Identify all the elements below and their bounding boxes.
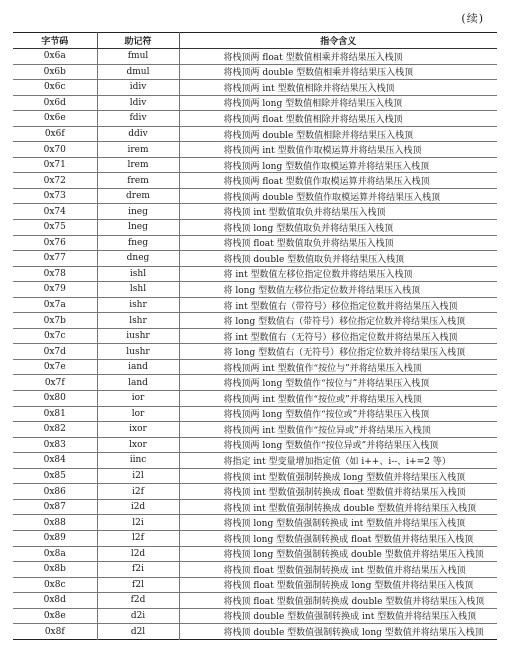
meaning-cell: 将栈顶 long 型数值强制转换成 int 型数值并将结果压入栈顶 xyxy=(179,515,497,531)
mnemonic-cell: d2l xyxy=(97,624,179,640)
bytecode-cell: 0x7b xyxy=(43,315,66,326)
bytecode-cell: 0x6b xyxy=(43,66,66,77)
mnemonic-cell: ior xyxy=(97,391,179,407)
meaning-cell: 将栈顶 float 型数值取负并将结果压入栈顶 xyxy=(179,235,497,251)
mnemonic-cell: f2l xyxy=(97,577,179,593)
mnemonic-cell: f2d xyxy=(97,593,179,609)
mnemonic-cell: iinc xyxy=(97,453,179,469)
bytecode-cell: 0x72 xyxy=(43,175,66,186)
bytecode-cell: 0x81 xyxy=(43,408,66,419)
table-row xyxy=(13,64,497,80)
mnemonic-cell: lxor xyxy=(97,437,179,453)
table-row xyxy=(13,468,497,484)
meaning-cell: 将栈顶两 float 型数值作取模运算并将结果压入栈顶 xyxy=(179,173,497,189)
table-row xyxy=(13,530,497,546)
meaning-cell: 将栈顶 int 型数值取负并将结果压入栈顶 xyxy=(179,204,497,220)
meaning-cell: 将栈顶 int 型数值强制转换成 long 型数值并将结果压入栈顶 xyxy=(179,468,497,484)
bytecode-cell: 0x76 xyxy=(43,237,66,248)
header-meaning: 指令含义 xyxy=(179,33,497,49)
mnemonic-cell: l2d xyxy=(97,546,179,562)
table-row xyxy=(13,80,497,96)
meaning-cell: 将栈顶两 int 型数值作取模运算并将结果压入栈顶 xyxy=(179,142,497,158)
table-row xyxy=(13,297,497,313)
meaning-cell: 将栈顶两 double 型数值相除并将结果压入栈顶 xyxy=(179,126,497,142)
meaning-cell: 将 int 型数值右（无符号）移位指定位数并将结果压入栈顶 xyxy=(179,328,497,344)
meaning-cell: 将栈顶两 double 型数值作取模运算并将结果压入栈顶 xyxy=(179,188,497,204)
table-row xyxy=(13,624,497,640)
mnemonic-cell: iushr xyxy=(97,328,179,344)
meaning-cell: 将栈顶 double 型数值强制转换成 long 型数值并将结果压入栈顶 xyxy=(179,624,497,640)
mnemonic-cell: f2i xyxy=(97,562,179,578)
header-bytecode: 字节码 xyxy=(41,37,69,47)
bytecode-cell: 0x7a xyxy=(43,300,66,311)
meaning-cell: 将 long 型数值左移位指定位数并将结果压入栈顶 xyxy=(179,282,497,298)
meaning-cell: 将指定 int 型变量增加指定值（如 i++、i--、i+=2 等） xyxy=(179,453,497,469)
meaning-cell: 将栈顶两 int 型数值作“按位或”并将结果压入栈顶 xyxy=(179,391,497,407)
meaning-cell: 将栈顶 float 型数值强制转换成 int 型数值并将结果压入栈顶 xyxy=(179,562,497,578)
mnemonic-cell: fneg xyxy=(97,235,179,251)
table-row xyxy=(13,406,497,422)
table-row xyxy=(13,375,497,391)
table-row xyxy=(13,266,497,282)
bytecode-cell: 0x7c xyxy=(43,331,66,342)
meaning-cell: 将栈顶 int 型数值强制转换成 float 型数值并将结果压入栈顶 xyxy=(179,484,497,500)
meaning-cell: 将栈顶两 long 型数值作“按位与”并将结果压入栈顶 xyxy=(179,375,497,391)
table-row xyxy=(13,188,497,204)
meaning-cell: 将栈顶 float 型数值强制转换成 double 型数值并将结果压入栈顶 xyxy=(179,593,497,609)
bytecode-cell: 0x83 xyxy=(43,439,66,450)
bytecode-cell: 0x8d xyxy=(43,595,66,606)
meaning-cell: 将栈顶两 long 型数值相除并将结果压入栈顶 xyxy=(179,95,497,111)
table-row xyxy=(13,391,497,407)
meaning-cell: 将栈顶 long 型数值强制转换成 float 型数值并将结果压入栈顶 xyxy=(179,530,497,546)
mnemonic-cell: dneg xyxy=(97,251,179,267)
mnemonic-cell: ineg xyxy=(97,204,179,220)
table-row xyxy=(13,562,497,578)
mnemonic-cell: ixor xyxy=(97,422,179,438)
mnemonic-cell: iand xyxy=(97,359,179,375)
meaning-cell: 将 int 型数值右（带符号）移位指定位数并将结果压入栈顶 xyxy=(179,297,497,313)
mnemonic-cell: i2d xyxy=(97,499,179,515)
bytecode-cell: 0x85 xyxy=(43,471,66,482)
meaning-cell: 将栈顶两 long 型数值作取模运算并将结果压入栈顶 xyxy=(179,157,497,173)
bytecode-cell: 0x7d xyxy=(43,346,66,357)
mnemonic-cell: frem xyxy=(97,173,179,189)
mnemonic-cell: land xyxy=(97,375,179,391)
mnemonic-cell: ddiv xyxy=(97,126,179,142)
table-row xyxy=(13,344,497,360)
mnemonic-cell: ishl xyxy=(97,266,179,282)
mnemonic-cell: irem xyxy=(97,142,179,158)
bytecode-cell: 0x8b xyxy=(43,564,66,575)
bytecode-cell: 0x77 xyxy=(43,253,66,264)
meaning-cell: 将 long 型数值右（无符号）移位指定位数并将结果压入栈顶 xyxy=(179,344,497,360)
continued-label: (续) xyxy=(461,12,484,25)
bytecode-cell: 0x79 xyxy=(43,284,66,295)
table-row xyxy=(13,95,497,111)
mnemonic-cell: lshl xyxy=(97,282,179,298)
table-row xyxy=(13,313,497,329)
table-row xyxy=(13,157,497,173)
bytecode-cell: 0x8c xyxy=(43,579,66,590)
mnemonic-cell: lor xyxy=(97,406,179,422)
table-row xyxy=(13,608,497,624)
mnemonic-cell: idiv xyxy=(97,80,179,96)
meaning-cell: 将栈顶两 int 型数值作“按位与”并将结果压入栈顶 xyxy=(179,359,497,375)
table-row xyxy=(13,484,497,500)
mnemonic-cell: d2i xyxy=(97,608,179,624)
bytecode-cell: 0x88 xyxy=(43,517,66,528)
table-row xyxy=(13,220,497,236)
bytecode-cell: 0x71 xyxy=(43,160,66,171)
bytecode-cell: 0x7e xyxy=(43,362,66,373)
mnemonic-cell: lneg xyxy=(97,220,179,236)
bytecode-cell: 0x7f xyxy=(44,377,65,388)
table-row xyxy=(13,204,497,220)
bytecode-cell: 0x86 xyxy=(43,486,66,497)
bytecode-cell: 0x84 xyxy=(43,455,66,466)
bytecode-cell: 0x6e xyxy=(43,113,66,124)
table-row xyxy=(13,437,497,453)
table-row xyxy=(13,359,497,375)
mnemonic-cell: drem xyxy=(97,188,179,204)
mnemonic-cell: lrem xyxy=(97,157,179,173)
meaning-cell: 将栈顶两 int 型数值作“按位异或”并将结果压入栈顶 xyxy=(179,422,497,438)
meaning-cell: 将栈顶 double 型数值强制转换成 int 型数值并将结果压入栈顶 xyxy=(179,608,497,624)
bytecode-cell: 0x6c xyxy=(43,82,66,93)
meaning-cell: 将栈顶两 float 型数值相除并将结果压入栈顶 xyxy=(179,111,497,127)
bytecode-cell: 0x89 xyxy=(43,533,66,544)
mnemonic-cell: ldiv xyxy=(97,95,179,111)
mnemonic-cell: dmul xyxy=(97,64,179,80)
table-header xyxy=(13,33,497,49)
table-row xyxy=(13,515,497,531)
meaning-cell: 将栈顶 long 型数值强制转换成 double 型数值并将结果压入栈顶 xyxy=(179,546,497,562)
bytecode-cell: 0x8e xyxy=(43,610,66,621)
header-row xyxy=(13,33,497,49)
bytecode-cell: 0x82 xyxy=(43,424,66,435)
bytecode-cell: 0x78 xyxy=(43,268,66,279)
opcode-table xyxy=(13,32,497,640)
meaning-cell: 将栈顶 int 型数值强制转换成 double 型数值并将结果压入栈顶 xyxy=(179,499,497,515)
bytecode-cell: 0x73 xyxy=(43,191,66,202)
meaning-cell: 将栈顶两 long 型数值作“按位异或”并将结果压入栈顶 xyxy=(179,437,497,453)
table-row xyxy=(13,422,497,438)
mnemonic-cell: ishr xyxy=(97,297,179,313)
table-row xyxy=(13,546,497,562)
table-body xyxy=(13,49,497,640)
bytecode-cell: 0x74 xyxy=(43,206,66,217)
table-row xyxy=(13,282,497,298)
mnemonic-cell: fmul xyxy=(97,49,179,65)
meaning-cell: 将 int 型数值左移位指定位数并将结果压入栈顶 xyxy=(179,266,497,282)
table-row xyxy=(13,453,497,469)
bytecode-cell: 0x8f xyxy=(44,626,65,637)
table-row xyxy=(13,328,497,344)
header-mnemonic: 助记符 xyxy=(97,33,179,49)
meaning-cell: 将栈顶 float 型数值强制转换成 long 型数值并将结果压入栈顶 xyxy=(179,577,497,593)
table-row xyxy=(13,593,497,609)
table-row xyxy=(13,235,497,251)
bytecode-cell: 0x6f xyxy=(44,129,65,139)
mnemonic-cell: l2i xyxy=(97,515,179,531)
table-row xyxy=(13,142,497,158)
mnemonic-cell: i2l xyxy=(97,468,179,484)
meaning-cell: 将 long 型数值右（带符号）移位指定位数并将结果压入栈顶 xyxy=(179,313,497,329)
bytecode-cell: 0x70 xyxy=(43,144,66,155)
table-row xyxy=(13,173,497,189)
meaning-cell: 将栈顶两 long 型数值作“按位或”并将结果压入栈顶 xyxy=(179,406,497,422)
meaning-cell: 将栈顶两 float 型数值相乘并将结果压入栈顶 xyxy=(179,49,497,65)
meaning-cell: 将栈顶两 int 型数值相除并将结果压入栈顶 xyxy=(179,80,497,96)
bytecode-cell: 0x6d xyxy=(43,97,66,108)
bytecode-cell: 0x87 xyxy=(43,502,66,513)
mnemonic-cell: l2f xyxy=(97,530,179,546)
table-row xyxy=(13,499,497,515)
mnemonic-cell: i2f xyxy=(97,484,179,500)
table-row xyxy=(13,49,497,65)
bytecode-cell: 0x75 xyxy=(43,222,66,233)
mnemonic-cell: lshr xyxy=(97,313,179,329)
table-row xyxy=(13,251,497,267)
meaning-cell: 将栈顶两 double 型数值相乘并将结果压入栈顶 xyxy=(179,64,497,80)
table-row xyxy=(13,126,497,142)
meaning-cell: 将栈顶 double 型数值取负并将结果压入栈顶 xyxy=(179,251,497,267)
meaning-cell: 将栈顶 long 型数值取负并将结果压入栈顶 xyxy=(179,220,497,236)
mnemonic-cell: fdiv xyxy=(97,111,179,127)
bytecode-cell: 0x6a xyxy=(43,51,66,62)
bytecode-cell: 0x8a xyxy=(43,548,66,559)
table-row xyxy=(13,111,497,127)
table-row xyxy=(13,577,497,593)
mnemonic-cell: lushr xyxy=(97,344,179,360)
bytecode-cell: 0x80 xyxy=(43,393,66,404)
